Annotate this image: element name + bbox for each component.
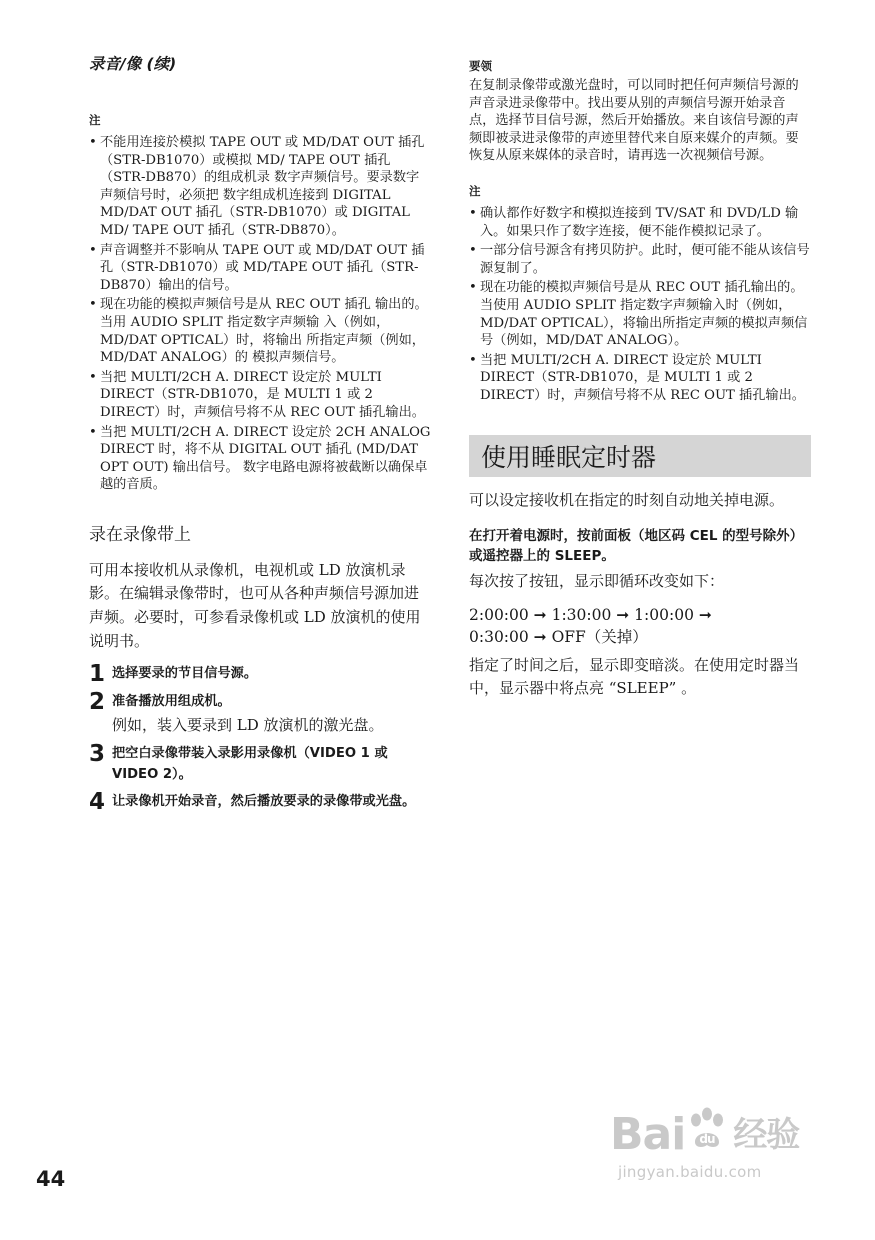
sleep-intro: 可以设定接收机在指定的时刻自动地关掉电源。 (469, 490, 785, 509)
subsection-title: 录在录像带上 (89, 524, 191, 545)
note-item: • 现在功能的模拟声频信号是从 REC OUT 插孔输出的。当使用 AUDIO SPLIT 指定数字声频输入时（例如，MD/DAT OPTICAL），将输出所指定声频的模拟声频信号（例如，MD/DAT ANALOG）。 (469, 279, 811, 349)
paw-icon (687, 1106, 727, 1163)
step-number: 4 (89, 789, 106, 816)
step-text: 准备播放用组成机。 (112, 694, 231, 710)
watermark-url: jingyan.baidu.com (618, 1163, 762, 1181)
left-column (89, 52, 431, 816)
tip-text: 在复制录像带或激光盘时，可以同时把任何声频信号源的声音录进录像带中。找出要从别的声频信号源开始录音点，选择节目信号源，然后开始播放。来自该信号源的声频即被录进录像带的声迹里替代来自原来媒介的声频。要恢复从原来媒体的录音时，请再选一次视频信号源。 (469, 78, 799, 164)
note-list (469, 205, 811, 405)
svg-text:du: du (699, 1132, 715, 1146)
note-item: • 当把 MULTI/2CH A. DIRECT 设定於 MULTI DIRECT（STR-DB1070，是 MULTI 1 或 2 DIRECT）时，声频信号将不从 REC OUT 插孔输出。 (89, 369, 431, 422)
step-number: 3 (89, 741, 106, 768)
sleep-instruction: 在打开着电源时，按前面板（地区码 CEL 的型号除外）或遥控器上的 SLEEP。 (469, 528, 804, 565)
step-3 (89, 743, 431, 785)
watermark-logo-left: Bai (610, 1108, 686, 1160)
note-item: • 一部分信号源含有拷贝防护。此时，便可能不能从该信号源复制了。 (469, 242, 811, 277)
right-column (469, 58, 811, 711)
note-item: • 现在功能的模拟声频信号是从 REC OUT 插孔 输出的。当用 AUDIO SPLIT 指定数字声频输 入（例如，MD/DAT OPTICAL）时，将输出 所指定声频（例如，MD/DAT ANALOG）的 模拟声频信号。 (89, 296, 431, 366)
page-number: 44 (36, 1167, 66, 1191)
step-text: 把空白录像带装入录影用录像机（VIDEO 1 或 VIDEO 2）。 (112, 746, 388, 783)
tip-label: 要领 (469, 59, 492, 73)
step-1 (89, 661, 431, 688)
note-list (89, 134, 431, 494)
sequence-line: 2:00:00 ➞ 1:30:00 ➞ 1:00:00 ➞ (469, 605, 712, 624)
step-number: 1 (89, 661, 106, 688)
after-text: 指定了时间之后，显示即变暗淡。在使用定时器当中，显示器中将点亮 “SLEEP” 。 (469, 655, 800, 698)
sleep-sequence (469, 604, 811, 648)
watermark-logo-right: 经验 (733, 1114, 800, 1155)
note-item: • 当把 MULTI/2CH A. DIRECT 设定於 MULTI DIRECT（STR-DB1070，是 MULTI 1 或 2 DIRECT）时，声频信号将不从 REC OUT 插孔输出。 (469, 352, 811, 405)
continued-section-title: 录音/像 (续) (89, 55, 177, 73)
note-item: • 当把 MULTI/2CH A. DIRECT 设定於 2CH ANALOG DIRECT 时，将不从 DIGITAL OUT 插孔 (MD/DAT OPT OUT) 输出信号。 数字电路电源将被截断以确保卓越的音质。 (89, 424, 431, 494)
cycle-text: 每次按了按钮，显示即循环改变如下： (469, 572, 725, 591)
note-label: 注 (89, 113, 101, 127)
baidu-watermark (610, 1106, 840, 1206)
note-item: • 声音调整并不影响从 TAPE OUT 或 MD/DAT OUT 插孔（STR-DB1070）或 MD/TAPE OUT 插孔（STR-DB870）输出的信号。 (89, 242, 431, 295)
step-2 (89, 691, 431, 737)
intro-paragraph: 可用本接收机从录像机，电视机或 LD 放演机录影。在编辑录像带时，也可从各种声频信号源加进声频。必要时，可参看录像机或 LD 放演机的使用说明书。 (89, 560, 421, 650)
step-4 (89, 789, 431, 816)
sequence-line: 0:30:00 ➞ OFF（关掉） (469, 627, 648, 646)
note-item: • 确认都作好数字和模拟连接到 TV/SAT 和 DVD/LD 输入。如果只作了数字连接，便不能作模拟记录了。 (469, 205, 811, 240)
step-text: 让录像机开始录音，然后播放要录的录像带或光盘。 (112, 794, 416, 810)
step-example: 例如，装入要录到 LD 放演机的激光盘。 (112, 716, 384, 735)
note-label: 注 (469, 183, 481, 198)
watermark-logo (610, 1106, 840, 1163)
step-text: 选择要录的节目信号源。 (112, 666, 258, 682)
note-item: • 不能用连接於模拟 TAPE OUT 或 MD/DAT OUT 插孔（STR-DB1070）或模拟 MD/ TAPE OUT 插孔（STR-DB870）的组成机录 数字声频信号。要录数字声频信号时，必须把 数字组成机连接到 DIGITAL MD/DAT OUT 插孔（STR-DB1070）或 DIGITAL MD/ TAPE OUT 插孔（STR-DB870）。 (89, 134, 431, 240)
section-banner: 使用睡眠定时器 (469, 435, 811, 477)
step-number: 2 (89, 689, 106, 716)
